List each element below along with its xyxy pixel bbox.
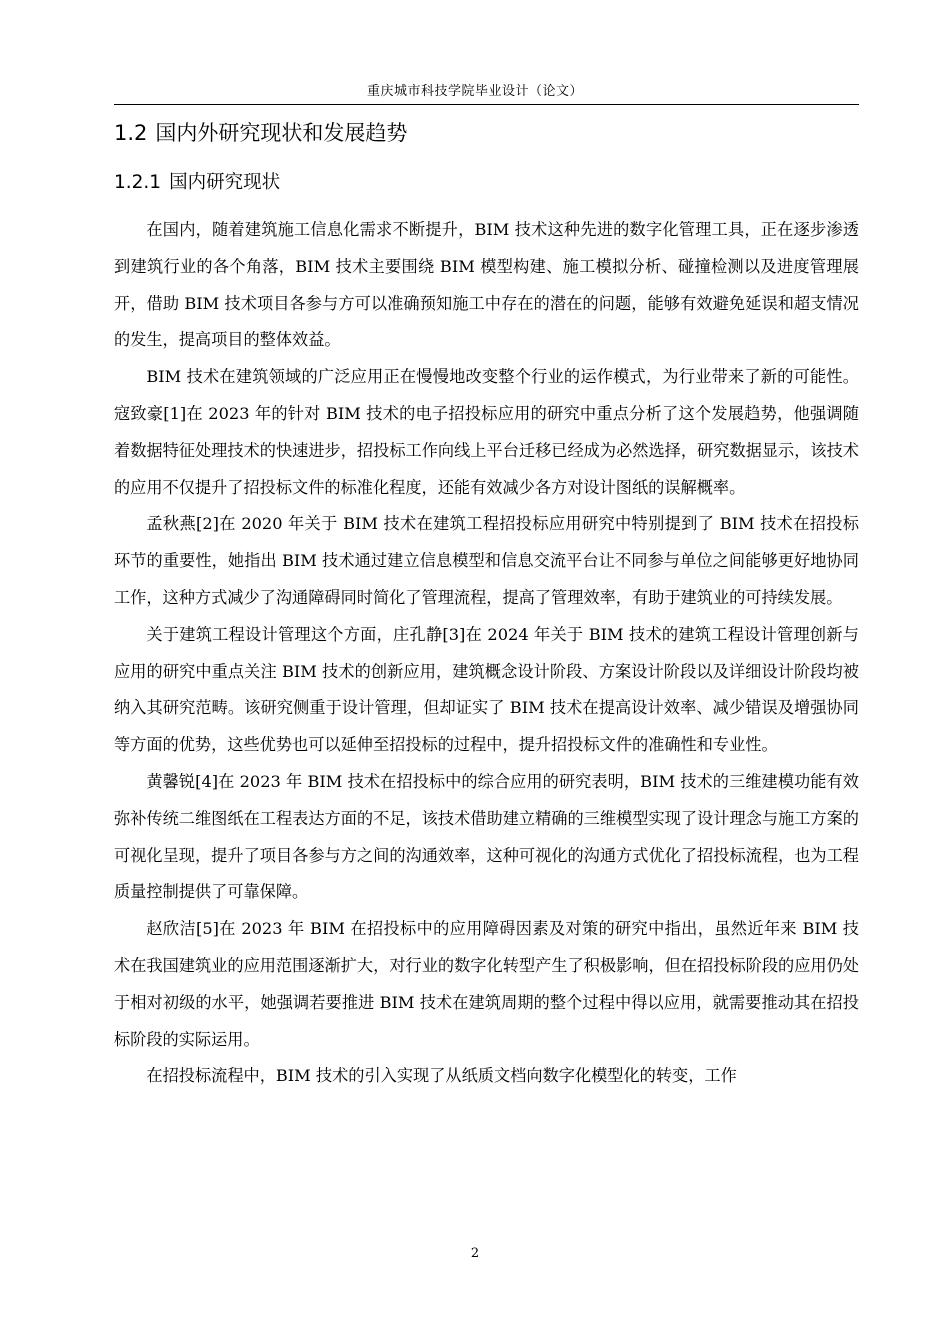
section-number: 1.2 — [114, 121, 148, 145]
paragraph: 孟秋燕[2]在 2020 年关于 BIM 技术在建筑工程招投标应用研究中特别提到了 BIM 技术在招投标环节的重要性，她指出 BIM 技术通过建立信息模型和信息交流平台让不同参与单位之间能够更好地协同工作，这种方式减少了沟通障碍同时简化了管理流程，提高了管理效率，有助于建筑业的可持续发展。 — [114, 514, 859, 607]
running-header: 重庆城市科技学院毕业设计（论文） — [366, 84, 583, 99]
paragraph: BIM 技术在建筑领域的广泛应用正在慢慢地改变整个行业的运作模式，为行业带来了新的可能性。寇致豪[1]在 2023 年的针对 BIM 技术的电子招投标应用的研究中重点分析了这个发展趋势，他强调随着数据特征处理技术的快速进步，招投标工作向线上平台迁移已经成为必然选择，研究数据显示，该技术的应用不仅提升了招投标文件的标准化程度，还能有效减少各方对设计图纸的误解概率。 — [114, 367, 859, 497]
paragraph: 关于建筑工程设计管理这个方面，庄孔静[3]在 2024 年关于 BIM 技术的建筑工程设计管理创新与应用的研究中重点关注 BIM 技术的创新应用，建筑概念设计阶段、方案设计阶段以及详细设计阶段均被纳入其研究范畴。该研究侧重于设计管理，但却证实了 BIM 技术在提高设计效率、减少错误及增强协同等方面的优势，这些优势也可以延伸至招投标的过程中，提升招投标文件的准确性和专业性。 — [114, 624, 859, 755]
subsection-title: 国内研究现状 — [169, 172, 281, 193]
page-body — [114, 118, 859, 1095]
subsection-heading — [114, 168, 859, 198]
section-title: 国内外研究现状和发展趋势 — [155, 121, 408, 145]
subsection-number: 1.2.1 — [114, 172, 162, 193]
paragraph: 黄馨锐[4]在 2023 年 BIM 技术在招投标中的综合应用的研究表明，BIM 技术的三维建模功能有效弥补传统二维图纸在工程表达方面的不足，该技术借助建立精确的三维模型实现了设计理念与施工方案的可视化呈现，提升了项目各参与方之间的沟通效率，这种可视化的沟通方式优化了招投标流程，也为工程质量控制提供了可靠保障。 — [114, 771, 859, 902]
header-divider — [114, 104, 859, 105]
paragraph: 赵欣洁[5]在 2023 年 BIM 在招投标中的应用障碍因素及对策的研究中指出，虽然近年来 BIM 技术在我国建筑业的应用范围逐渐扩大，对行业的数字化转型产生了积极影响，但在招投标阶段的应用仍处于相对初级的水平，她强调若要推进 BIM 技术在建筑周期的整个过程中得以应用，就需要推动其在招投标阶段的实际运用。 — [114, 919, 859, 1049]
page-number: 2 — [470, 1246, 480, 1261]
paragraph: 在国内，随着建筑施工信息化需求不断提升，BIM 技术这种先进的数字化管理工具，正在逐步渗透到建筑行业的各个角落，BIM 技术主要围绕 BIM 模型构建、施工模拟分析、碰撞检测以及进度管理展开，借助 BIM 技术项目各参与方可以准确预知施工中存在的潜在的问题，能够有效避免延误和超支情况的发生，提高项目的整体效益。 — [114, 220, 859, 350]
paragraph: 在招投标流程中，BIM 技术的引入实现了从纸质文档向数字化模型化的转变，工作 — [146, 1066, 737, 1086]
section-heading — [114, 118, 859, 148]
